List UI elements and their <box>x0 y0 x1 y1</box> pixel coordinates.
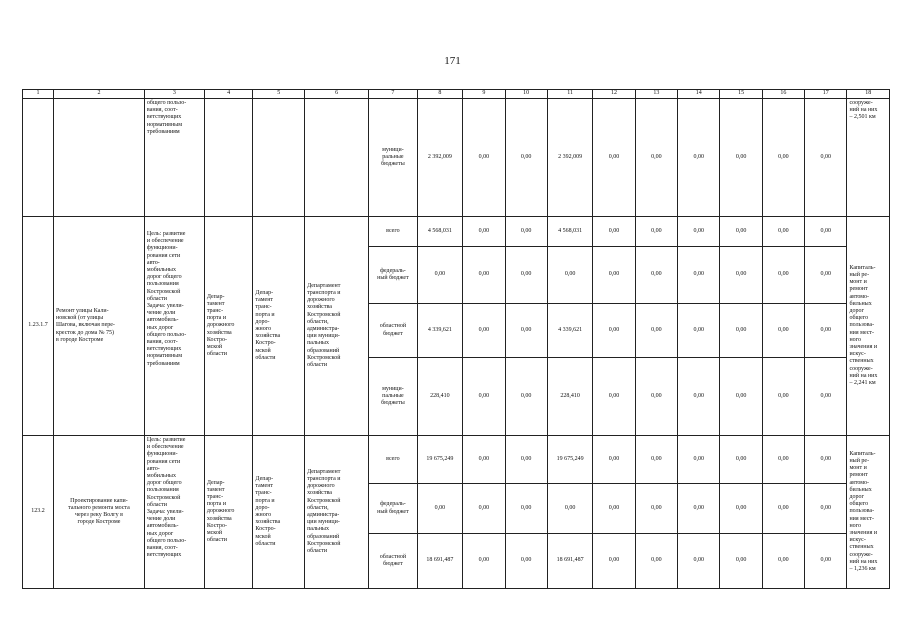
row-id: 1.23.1.7 <box>23 217 54 436</box>
funding-source: всего <box>369 436 418 484</box>
value-cell: 0,00 <box>593 534 635 589</box>
funding-source: федераль- ный бюджет <box>369 484 418 534</box>
value-cell: 0,00 <box>678 534 720 589</box>
column-header: 6 <box>305 90 369 99</box>
goal-cell: общего пользо- вания, соот- ветствующих нормативным требованиям <box>144 99 204 217</box>
funding-source: областной бюджет <box>369 304 418 358</box>
column-header: 15 <box>720 90 762 99</box>
value-cell: 0,00 <box>805 436 847 484</box>
value-cell: 0,00 <box>505 217 547 247</box>
value-cell: 0,00 <box>678 484 720 534</box>
executor-cell: Депар- тамент транс- порта и дорожного хозяйства Костро- мской области <box>204 436 253 589</box>
column-header: 11 <box>547 90 592 99</box>
value-cell: 0,00 <box>593 484 635 534</box>
value-cell: 2 392,009 <box>547 99 592 217</box>
column-header: 12 <box>593 90 635 99</box>
value-cell: 0,00 <box>593 217 635 247</box>
value-cell: 0,00 <box>635 99 677 217</box>
value-cell: 0,00 <box>635 534 677 589</box>
column-header: 3 <box>144 90 204 99</box>
value-cell: 0,00 <box>805 358 847 436</box>
value-cell: 0,00 <box>635 247 677 304</box>
value-cell: 0,00 <box>463 217 505 247</box>
value-cell: 0,00 <box>678 304 720 358</box>
value-cell: 0,00 <box>505 484 547 534</box>
value-cell: 0,00 <box>505 358 547 436</box>
value-cell: 0,00 <box>678 99 720 217</box>
value-cell: 0,00 <box>635 217 677 247</box>
value-cell: 0,00 <box>720 99 762 217</box>
value-cell: 0,00 <box>678 247 720 304</box>
column-header: 16 <box>762 90 804 99</box>
value-cell: 0,00 <box>805 304 847 358</box>
table-row <box>23 99 890 217</box>
value-cell: 0,00 <box>463 436 505 484</box>
row-id: 123.2 <box>23 436 54 589</box>
funding-source: муници- pальные бюджеты <box>369 99 418 217</box>
value-cell: 0,00 <box>720 247 762 304</box>
activity-name: Ремонт улицы Кали- новской (от улицы Шагова, включая пере- кресток до дома № 75) в городе Костроме <box>54 217 145 436</box>
participants-cell: Департамент транспорта и дорожного хозяйства Костромской области, администра- ции муници- пальных образований Костромской области <box>305 436 369 589</box>
goal-cell: Цель: развитие и обеспечение функциони- рования сети авто- мобильных дорог общего пользования Костромской области Задача: увели- чение доли автомобиль- ных дорог общего пользо- вания, соот- ветствующих <box>144 436 204 589</box>
responsible-cell <box>253 99 305 217</box>
value-cell: 0,00 <box>547 484 592 534</box>
value-cell: 0,00 <box>593 99 635 217</box>
value-cell: 0,00 <box>635 304 677 358</box>
funding-source: федераль- ный бюджет <box>369 247 418 304</box>
value-cell: 0,00 <box>463 484 505 534</box>
value-cell: 0,00 <box>762 217 804 247</box>
funding-source: областной бюджет <box>369 534 418 589</box>
column-header: 2 <box>54 90 145 99</box>
row-id <box>23 99 54 217</box>
funding-source: муници- пальные бюджеты <box>369 358 418 436</box>
value-cell: 0,00 <box>463 304 505 358</box>
value-cell: 0,00 <box>678 217 720 247</box>
value-cell: 0,00 <box>762 484 804 534</box>
value-cell: 0,00 <box>463 358 505 436</box>
value-cell: 0,00 <box>593 304 635 358</box>
value-cell: 2 392,009 <box>417 99 462 217</box>
value-cell: 0,00 <box>593 436 635 484</box>
activity-name <box>54 99 145 217</box>
value-cell: 0,00 <box>805 217 847 247</box>
value-cell: 0,00 <box>417 247 462 304</box>
value-cell: 0,00 <box>720 534 762 589</box>
value-cell: 0,00 <box>463 247 505 304</box>
value-cell: 0,00 <box>547 247 592 304</box>
value-cell: 0,00 <box>805 534 847 589</box>
executor-cell: Депар- тамент транс- порта и дорожного хозяйства Костро- мской области <box>204 217 253 436</box>
column-header: 1 <box>23 90 54 99</box>
column-header: 18 <box>847 90 890 99</box>
column-header: 4 <box>204 90 253 99</box>
value-cell: 0,00 <box>505 304 547 358</box>
activity-name: Проектирование капи- тального ремонта моста через реку Волгу в городе Костроме <box>54 436 145 589</box>
column-header: 8 <box>417 90 462 99</box>
participants-cell: Департамент транспорта и дорожного хозяйства Костромской области, администра- ции муници- пальных образований Костромской области <box>305 217 369 436</box>
budget-table <box>22 89 890 589</box>
value-cell: 0,00 <box>720 436 762 484</box>
participants-cell <box>305 99 369 217</box>
table-row <box>23 436 890 484</box>
column-header: 17 <box>805 90 847 99</box>
value-cell: 0,00 <box>678 358 720 436</box>
value-cell: 19 675,249 <box>417 436 462 484</box>
column-header: 5 <box>253 90 305 99</box>
value-cell: 0,00 <box>505 436 547 484</box>
value-cell: 0,00 <box>505 247 547 304</box>
value-cell: 0,00 <box>635 358 677 436</box>
value-cell: 0,00 <box>505 534 547 589</box>
column-header: 14 <box>678 90 720 99</box>
value-cell: 0,00 <box>762 534 804 589</box>
value-cell: 0,00 <box>678 436 720 484</box>
value-cell: 228,410 <box>417 358 462 436</box>
goal-cell: Цель: развитие и обеспечение функциони- рования сети авто- мобильных дорог общего пользования Костромской области Задача: увели- чение доли автомобиль- ных дорог общего пользо- вания, соот- ветствующих нормативным требованиям <box>144 217 204 436</box>
column-header: 9 <box>463 90 505 99</box>
value-cell: 19 675,249 <box>547 436 592 484</box>
value-cell: 0,00 <box>805 484 847 534</box>
value-cell: 0,00 <box>593 358 635 436</box>
value-cell: 0,00 <box>762 304 804 358</box>
value-cell: 0,00 <box>593 247 635 304</box>
column-header: 13 <box>635 90 677 99</box>
value-cell: 4 568,031 <box>547 217 592 247</box>
page-number: 171 <box>444 55 461 67</box>
value-cell: 0,00 <box>417 484 462 534</box>
value-cell: 0,00 <box>762 358 804 436</box>
value-cell: 0,00 <box>720 484 762 534</box>
value-cell: 0,00 <box>635 436 677 484</box>
value-cell: 0,00 <box>463 534 505 589</box>
value-cell: 4 339,621 <box>417 304 462 358</box>
value-cell: 0,00 <box>762 247 804 304</box>
executor-cell <box>204 99 253 217</box>
value-cell: 0,00 <box>720 304 762 358</box>
value-cell: 0,00 <box>505 99 547 217</box>
column-header: 10 <box>505 90 547 99</box>
responsible-cell: Депар- тамент транс- порта и доро- жного хозяйства Костро- мской области <box>253 217 305 436</box>
result-cell: Капиталь- ный ре- монт и ремонт автомо- бильных дорог общего пользова- ния мест- ного значения и искус- ственных сооруже- ний на них – 1,236 км <box>847 436 890 589</box>
value-cell: 4 568,031 <box>417 217 462 247</box>
value-cell: 0,00 <box>805 99 847 217</box>
funding-source: всего <box>369 217 418 247</box>
value-cell: 4 339,621 <box>547 304 592 358</box>
value-cell: 0,00 <box>720 358 762 436</box>
result-cell: сооруже- ний на них – 2,501 км <box>847 99 890 217</box>
value-cell: 0,00 <box>463 99 505 217</box>
value-cell: 18 691,487 <box>547 534 592 589</box>
value-cell: 228,410 <box>547 358 592 436</box>
value-cell: 0,00 <box>762 436 804 484</box>
result-cell: Капиталь- ный ре- монт и ремонт автомо- бильных дорог общего пользова- ния мест- ного значения и искус- ственных сооруже- ний на них – 2,241 км <box>847 217 890 436</box>
value-cell: 0,00 <box>720 217 762 247</box>
column-header: 7 <box>369 90 418 99</box>
value-cell: 0,00 <box>762 99 804 217</box>
value-cell: 18 691,487 <box>417 534 462 589</box>
column-number-row <box>23 90 890 99</box>
responsible-cell: Депар- тамент транс- порта и доро- жного хозяйства Костро- мской области <box>253 436 305 589</box>
table-row <box>23 217 890 247</box>
value-cell: 0,00 <box>805 247 847 304</box>
value-cell: 0,00 <box>635 484 677 534</box>
